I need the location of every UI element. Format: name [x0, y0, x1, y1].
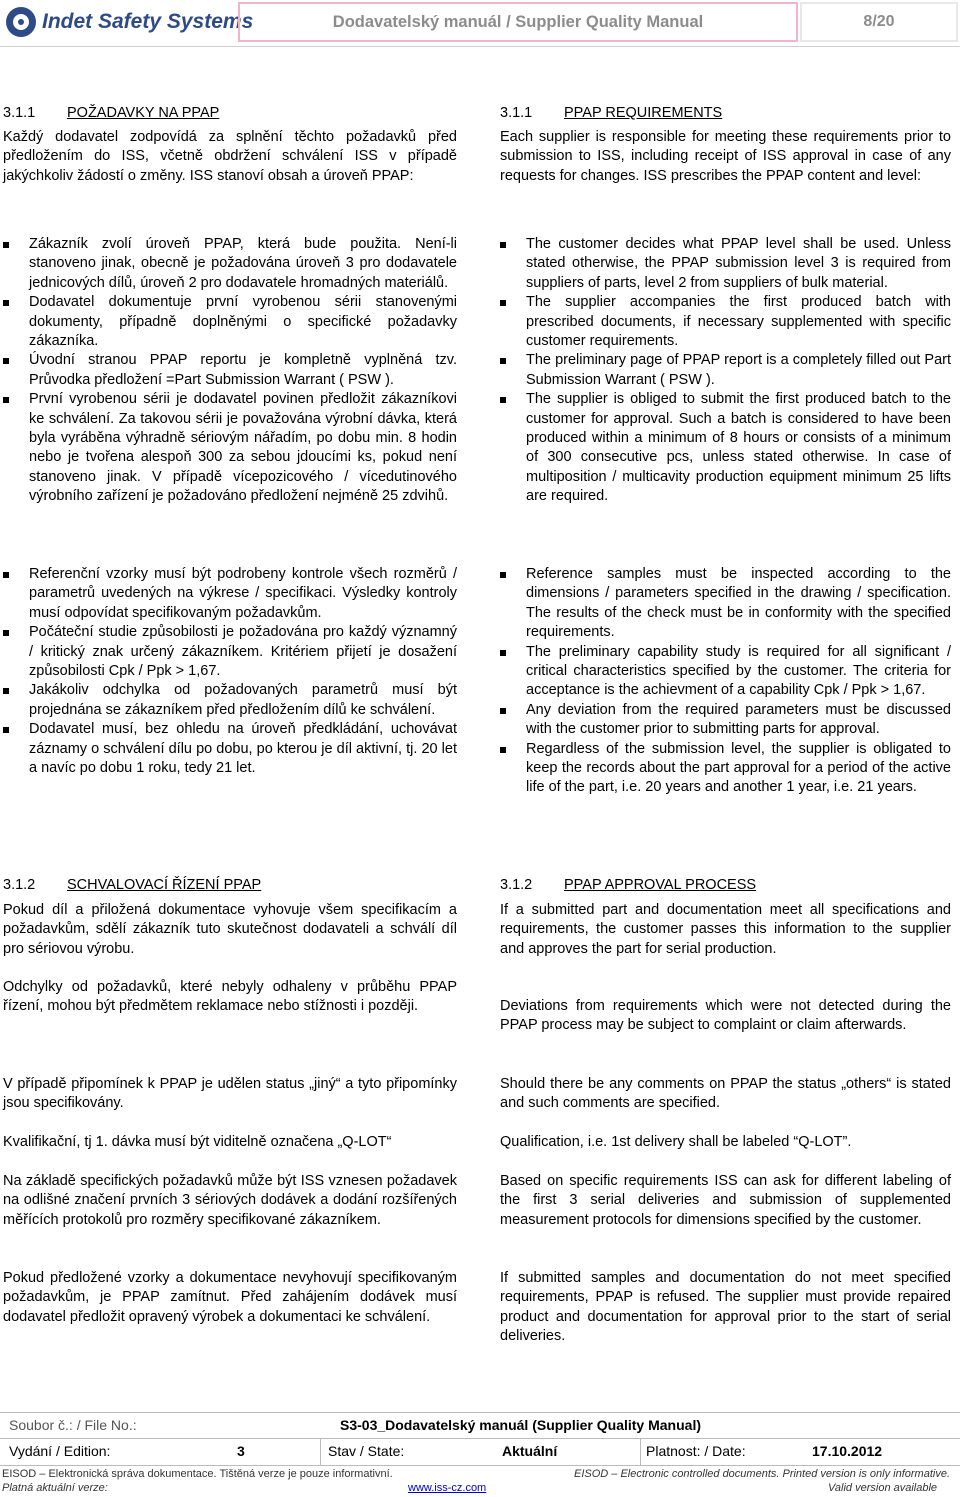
footer-file-row: [0, 1412, 960, 1439]
website-link[interactable]: www.iss-cz.com: [408, 1482, 487, 1494]
paragraph: Deviations from requirements which were not detected during the PPAP process may be subject to complaint or claim afterwards.: [500, 998, 951, 1034]
eisod-note-en: EISOD – Electronic controlled documents. Printed version is only informative.: [574, 1468, 950, 1480]
list-item: Dodavatel dokumentuje první vyrobenou sérii stanovenými dokumenty, případně doplněnými o specifické požadavky zákazníka.: [3, 293, 457, 351]
list-item: The preliminary page of PPAP report is a completely filled out Part Submission Warrant ( PSW ).: [500, 351, 951, 390]
bullet-icon: [500, 747, 506, 753]
list-item: Jakákoliv odchylka od požadovaných parametrů musí být projednána se zákazníkem před předložením dílů ke schválení.: [3, 681, 457, 720]
logo-text: Indet Safety Systems: [42, 10, 254, 33]
paragraph: If submitted samples and documentation do not meet specified requirements, PPAP is refused. The supplier must provide repaired product and documentation for approval prior to the start of serial deliveries.: [500, 1270, 951, 1345]
document-title: Dodavatelský manuál / Supplier Quality Manual: [238, 2, 798, 42]
section-title: PPAP APPROVAL PROCESS: [564, 877, 757, 893]
bullet-icon: [3, 688, 9, 694]
section-heading-cz-311: [3, 104, 457, 123]
requirements-list-a: [3, 235, 457, 507]
paragraph: Na základě specifických požadavků může být ISS vznesen požadavek na odlišné značení prvních 3 sériových dodávek a dodání rozšířených měřících protokolů pro rozměry specifikované zákazníkem.: [3, 1173, 457, 1228]
paragraph: If a submitted part and documentation meet all specifications and requirements, the customer passes this information to the supplier and approves the part for serial production.: [500, 902, 951, 957]
page-header: [0, 0, 960, 48]
bullet-icon: [500, 708, 506, 714]
list-item: Úvodní stranou PPAP reportu je kompletně vyplněná tzv. Průvodka předložení =Part Submission Warrant ( PSW ).: [3, 351, 457, 390]
footer-divider: [640, 1439, 641, 1465]
eisod-note-cz: EISOD – Elektronická správa dokumentace. Tištěná verze je pouze informativní.: [2, 1468, 393, 1480]
list-item: Regardless of the submission level, the supplier is obligated to keep the records about the part approval for a period of the active life of the part, i.e. 20 years and another 1 year, i.e. 21 years.: [500, 740, 951, 798]
section-title: SCHVALOVACÍ ŘÍZENÍ PPAP: [67, 877, 262, 893]
current-version-label-en: Valid version available: [828, 1482, 938, 1494]
header-divider: [0, 46, 960, 47]
paragraph: Based on specific requirements ISS can ask for different labeling of the first 3 serial deliveries and submission of supplemented measurement protocols for dimensions specified by the customer.: [500, 1173, 951, 1228]
bullet-icon: [3, 727, 9, 733]
intro-paragraph: Each supplier is responsible for meeting these requirements prior to submission to ISS, including receipt of ISS approval in case of any requests for changes. ISS prescribes the PPAP content and level:: [500, 129, 951, 184]
bullet-icon: [500, 650, 506, 656]
section-number: 3.1.2: [500, 877, 533, 893]
paragraph: Pokud díl a přiložená dokumentace vyhovuje všem specifikacím a požadavkům, sdělí zákazník tuto skutečnost dodavateli a schválí díl pro sériovou výrobu.: [3, 902, 457, 957]
company-logo: [0, 0, 254, 44]
state-value: Aktuální: [502, 1443, 558, 1459]
page-number: 8/20: [800, 2, 958, 42]
paragraph: Odchylky od požadavků, které nebyly odhaleny v průběhu PPAP řízení, mohou být předmětem reklamace nebo stížnosti i později.: [3, 979, 457, 1015]
list-item: Reference samples must be inspected according to the dimensions / parameters specified in the drawing / specification. The results of the check must be in conformity with the specified requirements.: [500, 565, 951, 643]
list-item: První vyrobenou sérii je dodavatel povinen předložit zákazníkovi ke schválení. Za takovou sérii je považována výrobní dávka, která byla vyráběna výhradně sériovým nářadím, po dobu min. 8 hodin nebo je tvořena alespoň 300 za sebou jdoucími ks, pokud není stanoveno jinak. V případě vícepozicového / vícedutinového výrobního zařízení je požadováno předložení nejméně 25 zdvihů.: [3, 390, 457, 506]
bullet-icon: [3, 397, 9, 403]
bullet-icon: [500, 358, 506, 364]
page-footer: [0, 1407, 960, 1497]
list-item: Počáteční studie způsobilosti je požadována pro každý významný / kritický znak určený zákazníkem. Kritériem přijetí je dosažení způsobilosti Cpk / Ppk > 1,67.: [3, 623, 457, 681]
bullet-icon: [500, 300, 506, 306]
logo-mark-icon: [6, 7, 36, 37]
bullet-icon: [500, 397, 506, 403]
bullet-icon: [3, 572, 9, 578]
section-number: 3.1.2: [3, 877, 36, 893]
bullet-icon: [3, 242, 9, 248]
section-heading-en-311: [500, 104, 951, 123]
list-item: The supplier is obliged to submit the first produced batch to the customer for approval. Such a batch is considered to have been produced within a minimum of 8 hours or consists of a minimum of 300 consecutive pcs, unless stated otherwise. In case of multiposition / multicavity production equipment minimum 25 lifts are required.: [500, 390, 951, 506]
file-number-value: S3-03_Dodavatelský manuál (Supplier Quality Manual): [340, 1417, 701, 1433]
list-item: The customer decides what PPAP level shall be used. Unless stated otherwise, the PPAP submission level 3 is required from suppliers of parts, level 2 from suppliers of bulk material.: [500, 235, 951, 293]
list-item: The preliminary capability study is required for all significant / critical characteristics specified by the customer. The criteria for acceptance is the achievment of a capability Cpk / Ppk > 1,67.: [500, 643, 951, 701]
list-item: Referenční vzorky musí být podrobeny kontrole všech rozměrů / parametrů uvedených na výkrese / specifikaci. Výsledky kontroly musí odpovídat specifikovaným požadavkům.: [3, 565, 457, 623]
list-item: Any deviation from the required parameters must be discussed with the customer prior to submitting parts for approval.: [500, 701, 951, 740]
intro-paragraph: Každý dodavatel zodpovídá za splnění těchto požadavků před předložením do ISS, včetně obdržení schválení ISS v případě jakýchkoliv žádostí o změny. ISS stanoví obsah a úroveň PPAP:: [3, 129, 457, 184]
section-heading-en-312: [500, 876, 951, 895]
bullet-icon: [500, 242, 506, 248]
paragraph: Qualification, i.e. 1st delivery shall be labeled “Q-LOT”.: [500, 1134, 852, 1150]
section-number: 3.1.1: [500, 105, 533, 121]
paragraph: V případě připomínek k PPAP je udělen status „jiný“ a tyto připomínky jsou specifikovány.: [3, 1076, 457, 1112]
file-number-label: Soubor č.: / File No.:: [9, 1417, 137, 1433]
edition-label: Vydání / Edition:: [9, 1443, 111, 1459]
paragraph: Pokud předložené vzorky a dokumentace nevyhovují specifikovaným požadavkům, je PPAP zamítnut. Před zahájením dodávek musí dodavatel předložit opravený výrobek a dokumentaci ke schválení.: [3, 1270, 457, 1325]
list-item: The supplier accompanies the first produced batch with prescribed documents, if necessary supplemented with specific customer requirements.: [500, 293, 951, 351]
list-item: Dodavatel musí, bez ohledu na úroveň předkládání, uchovávat záznamy o schválení dílu po dobu, po kterou je díl aktivní, tj. 20 let a navíc po dobu 1 roku, tedy 21 let.: [3, 720, 457, 778]
paragraph: Kvalifikační, tj 1. dávka musí být viditelně označena „Q-LOT“: [3, 1134, 392, 1150]
footer-edition-row: [0, 1438, 960, 1466]
validity-label: Platnost: / Date:: [646, 1443, 746, 1459]
bullet-icon: [3, 630, 9, 636]
section-heading-cz-312: [3, 876, 457, 895]
requirements-list-a: [500, 235, 951, 507]
section-title: PPAP REQUIREMENTS: [564, 105, 723, 121]
section-number: 3.1.1: [3, 105, 36, 121]
paragraph: Should there be any comments on PPAP the status „others“ is stated and such comments are specified.: [500, 1076, 951, 1112]
requirements-list-b: [500, 565, 951, 798]
footer-divider: [320, 1439, 321, 1465]
requirements-list-b: [3, 565, 457, 778]
bullet-icon: [500, 572, 506, 578]
current-version-label-cz: Platná aktuální verze:: [2, 1482, 108, 1494]
list-item: Zákazník zvolí úroveň PPAP, která bude použita. Není-li stanoveno jinak, obecně je požadována úroveň 3 pro dodavatele jednicových dílů, úroveň 2 pro dodavatele hromadných materiálů.: [3, 235, 457, 293]
edition-value: 3: [237, 1443, 245, 1459]
validity-value: 17.10.2012: [812, 1443, 883, 1459]
section-title: POŽADAVKY NA PPAP: [67, 105, 220, 121]
bullet-icon: [3, 358, 9, 364]
state-label: Stav / State:: [328, 1443, 405, 1459]
bullet-icon: [3, 300, 9, 306]
